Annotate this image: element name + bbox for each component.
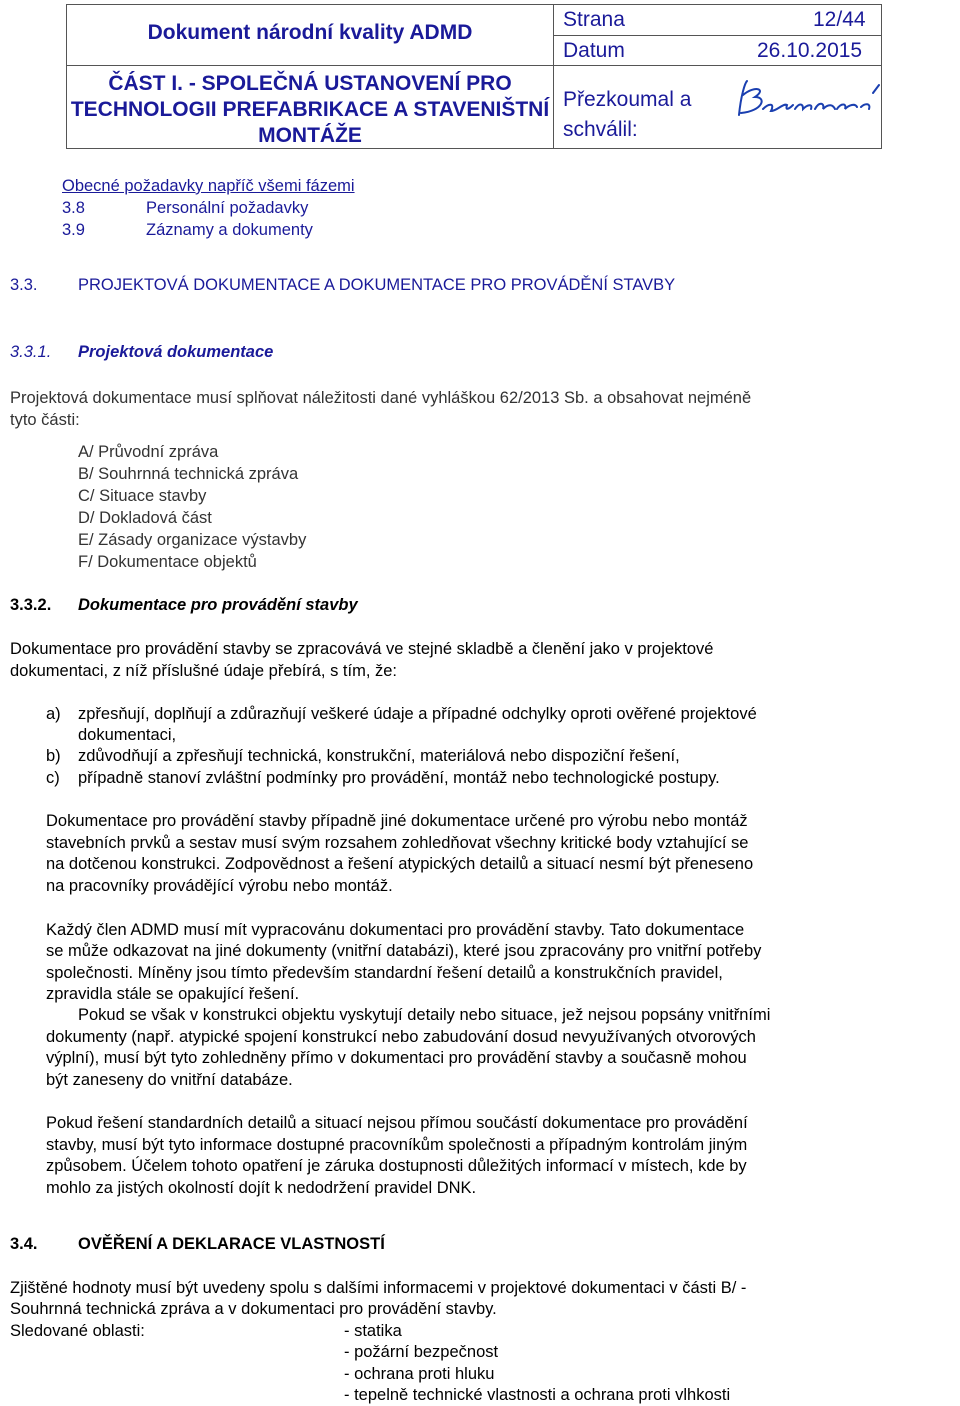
paragraph-line: mohlo za jistých okolností dojít k nedodržení pravidel DNK. — [46, 1179, 477, 1197]
area-item: - statika — [344, 1322, 402, 1340]
header-rule — [553, 65, 881, 66]
signature — [733, 75, 883, 127]
paragraph-line: se může odkazovat na jiné dokumenty (vnitřní databázi), které jsou zpracovány pro vnitřní potřeby — [46, 942, 762, 960]
intro-item-number: 3.9 — [62, 221, 85, 239]
header-rule — [67, 65, 553, 66]
intro-item-label: Personální požadavky — [146, 199, 309, 217]
list-letter: b) — [46, 747, 61, 765]
intro-item-number: 3.8 — [62, 199, 85, 217]
subsection-heading: Dokumentace pro provádění stavby — [78, 596, 358, 614]
list-item: zpřesňují, doplňují a zdůrazňují veškeré údaje a případné odchylky oproti ověřené projektové — [78, 705, 757, 723]
paragraph-line: na dotčenou konstrukci. Zodpovědnost a řešení atypických detailů a situací nesmí být přeneseno — [46, 855, 754, 873]
paragraph-line: dokumentaci, z níž příslušné údaje přebírá, s tím, že: — [10, 662, 398, 680]
list-item: dokumentaci, — [78, 726, 177, 744]
paragraph-line: Projektová dokumentace musí splňovat náležitosti dané vyhláškou 62/2013 Sb. a obsahovat nejméně — [10, 389, 752, 407]
list-item: zdůvodňují a zpřesňují technická, konstrukční, materiálová nebo dispoziční řešení, — [78, 747, 680, 765]
paragraph-line: stavby, musí být tyto informace dostupné pracovníkům společnosti a případným kontrolám jiným — [46, 1136, 748, 1154]
paragraph-line: Dokumentace pro provádění stavby případně jiné dokumentace určené pro výrobu nebo montáž — [46, 812, 748, 830]
part-title-line: MONTÁŽE — [258, 124, 362, 147]
list-letter: c) — [46, 769, 60, 787]
subsection-number: 3.3.2. — [10, 596, 52, 614]
list-item: C/ Situace stavby — [78, 487, 207, 505]
section-number: 3.4. — [10, 1235, 38, 1253]
document-title: Dokument národní kvality ADMD — [147, 21, 473, 44]
reviewer-label-line: schválil: — [563, 118, 638, 141]
paragraph-line: tyto části: — [10, 411, 80, 429]
section-heading: PROJEKTOVÁ DOKUMENTACE A DOKUMENTACE PRO PROVÁDĚNÍ STAVBY — [78, 276, 676, 294]
section-heading: OVĚŘENÍ A DEKLARACE VLASTNOSTÍ — [78, 1235, 385, 1253]
paragraph-line: dokumenty (např. atypické spojení konstrukcí nebo zabudování dosud nevyužívaných otvorových — [46, 1028, 756, 1046]
list-letter: a) — [46, 705, 61, 723]
paragraph-line: Dokumentace pro provádění stavby se zpracovává ve stejné skladbě a členění jako v projektové — [10, 640, 714, 658]
reviewer-label-line: Přezkoumal a — [563, 88, 692, 111]
areas-label: Sledované oblasti: — [10, 1322, 145, 1340]
list-item: případně stanoví zvláštní podmínky pro provádění, montáž nebo technologické postupy. — [78, 769, 720, 787]
paragraph-line: společnosti. Míněny jsou tímto především standardní řešení detailů a konstrukčních pravidel, — [46, 964, 723, 982]
paragraph-line: výplní), musí být tyto zohledněny přímo v dokumentaci pro provádění stavby a současně mohou — [46, 1049, 747, 1067]
subsection-number: 3.3.1. — [10, 343, 52, 361]
paragraph-line: Pokud se však v konstrukci objektu vyskytují detaily nebo situace, jež nejsou popsány vnitřními — [78, 1006, 771, 1024]
area-item: - ochrana proti hluku — [344, 1365, 495, 1383]
header-divider — [553, 5, 554, 148]
subsection-heading: Projektová dokumentace — [78, 343, 274, 361]
list-item: F/ Dokumentace objektů — [78, 553, 257, 571]
intro-item-label: Záznamy a dokumenty — [146, 221, 313, 239]
list-item: D/ Dokladová část — [78, 509, 212, 527]
list-item: E/ Zásady organizace výstavby — [78, 531, 307, 549]
area-item: - požární bezpečnost — [344, 1343, 499, 1361]
paragraph-line: na pracovníky provádějící výrobu nebo montáž. — [46, 877, 393, 895]
part-title-line: ČÁST I. - SPOLEČNÁ USTANOVENÍ PRO — [108, 72, 512, 95]
list-item: B/ Souhrnná technická zpráva — [78, 465, 299, 483]
date-label: Datum — [563, 39, 625, 62]
list-item: A/ Průvodní zpráva — [78, 443, 219, 461]
page-label: Strana — [563, 8, 625, 31]
document-header — [66, 4, 882, 149]
area-item: - tepelně technické vlastnosti a ochrana proti vlhkosti — [344, 1386, 731, 1404]
paragraph-line: zpravidla stále se opakující řešení. — [46, 985, 300, 1003]
section-number: 3.3. — [10, 276, 38, 294]
part-title-line: TECHNOLOGII PREFABRIKACE A STAVENIŠTNÍ — [70, 98, 550, 121]
page-number: 12/44 — [813, 8, 866, 31]
paragraph-line: být zaneseny do vnitřní databáze. — [46, 1071, 293, 1089]
paragraph-line: Každý člen ADMD musí mít vypracovánu dokumentaci pro provádění stavby. Tato dokumentace — [46, 921, 745, 939]
paragraph-line: stavebních prvků a sestav musí svým rozsahem zohledňovat všechny kritické body vztahující se — [46, 834, 749, 852]
date-value: 26.10.2015 — [757, 39, 863, 62]
paragraph-line: Souhrnná technická zpráva a v dokumentaci pro provádění stavby. — [10, 1300, 497, 1318]
header-rule — [553, 35, 881, 36]
paragraph-line: Zjištěné hodnoty musí být uvedeny spolu s dalšími informacemi v projektové dokumentaci v části B/ - — [10, 1279, 747, 1297]
paragraph-line: Pokud řešení standardních detailů a situací nejsou přímou součástí dokumentace pro provádění — [46, 1114, 748, 1132]
part-title — [67, 71, 553, 149]
reviewer-label — [563, 85, 691, 145]
intro-link[interactable]: Obecné požadavky napříč všemi fázemi — [62, 177, 355, 195]
paragraph-line: způsobem. Účelem tohoto opatření je záruka dostupnosti důležitých informací v místech, kde by — [46, 1157, 747, 1175]
